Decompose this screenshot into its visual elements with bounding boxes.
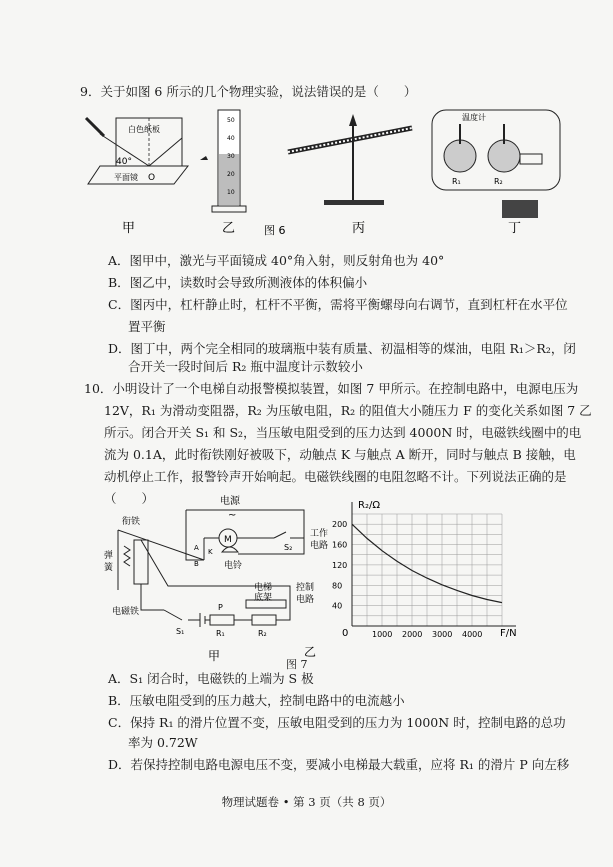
circuit-k: K: [208, 548, 213, 556]
circuit-tilde: ~: [228, 510, 237, 521]
fig6-ding-drawing: [432, 110, 560, 218]
circuit-elevator-2: 底架: [254, 593, 273, 603]
circuit-p: P: [218, 603, 223, 612]
cyl-tick: 50: [227, 117, 235, 124]
fig6-yi-drawing: [200, 110, 246, 212]
fig6-jia-drawing: [86, 118, 188, 184]
q10-option-b: B．压敏电阻受到的压力越大，控制电路中的电流越小: [108, 693, 405, 708]
fig6-jia-o: O: [148, 173, 156, 183]
q10-option-d: D．若保持控制电路电源电压不变，要减小电梯最大载重，应将 R₁ 的滑片 P 向左移: [108, 757, 570, 772]
circuit-bell: 电铃: [224, 561, 243, 571]
chart-y-tick: 160: [332, 540, 348, 550]
circuit-control-1: 控制: [296, 583, 315, 593]
chart-ticks: [332, 520, 482, 639]
q9-option-c: C．图丙中，杠杆静止时，杠杆不平衡，需将平衡螺母向右调节，直到杠杆在水平位: [108, 297, 568, 312]
circuit-work-2: 电路: [310, 541, 329, 551]
circuit-armature: 衔铁: [122, 517, 141, 527]
fig7-label-yi: 乙: [304, 645, 317, 659]
fig7-caption: 图 7: [286, 658, 308, 671]
q9-option-a: A．图甲中，激光与平面镜成 40°角入射，则反射角也为 40°: [108, 253, 445, 268]
fig6-caption: 图 6: [264, 224, 286, 237]
q10-line-1: 10．小明设计了一个电梯自动报警模拟装置，如图 7 甲所示。在控制电路中，电源电压为: [84, 381, 579, 396]
figure-6: [70, 104, 570, 244]
chart-xlabel: F/N: [500, 628, 517, 639]
q10-option-c: C．保持 R₁ 的滑片位置不变，压敏电阻受到的压力为 1000N 时，控制电路的总功: [108, 715, 566, 730]
fig6-label-jia: 甲: [122, 221, 136, 236]
cyl-tick: 10: [227, 189, 235, 196]
fig6-jia-mirror: 平面镜: [114, 173, 138, 182]
circuit-r2: R₂: [258, 629, 267, 638]
fig6-label-bing: 丙: [352, 221, 366, 236]
chart-x-tick: 4000: [462, 630, 483, 639]
circuit-s2: S₂: [284, 543, 293, 552]
q9-option-d: D．图丁中，两个完全相同的玻璃瓶中装有质量、初温相等的煤油，电阻 R₁＞R₂，闭: [108, 341, 576, 356]
fig7-label-jia: 甲: [208, 649, 221, 663]
q10-line-2: 12V，R₁ 为滑动变阻器，R₂ 为压敏电阻，R₂ 的阻值大小随压力 F 的变化关系如图 7 乙: [104, 403, 592, 418]
circuit-electromagnet: 电磁铁: [112, 607, 140, 617]
chart-y-tick: 80: [332, 581, 343, 591]
fig6-label-ding: 丁: [508, 221, 522, 236]
eye-icon: [200, 156, 208, 160]
page-footer: 物理试题卷 • 第 3 页（共 8 页）: [221, 795, 392, 809]
fig6-label-yi: 乙: [222, 221, 236, 236]
fig6-bing-drawing: [288, 114, 412, 205]
q10-line-6: （ ）: [104, 491, 155, 506]
q9-option-c-cont: 置平衡: [128, 319, 166, 334]
circuit-spring-2: 簧: [104, 563, 114, 573]
circuit-control-2: 电路: [296, 595, 315, 605]
circuit-r1: R₁: [216, 629, 225, 638]
q9-stem: 9．关于如图 6 所示的几个物理实验，说法错误的是（ ）: [80, 84, 417, 99]
chart-axes: [352, 502, 516, 626]
q10-line-3: 所示。闭合开关 S₁ 和 S₂，当压敏电阻受到的压力达到 4000N 时，电磁铁线圈中的电: [104, 425, 582, 440]
circuit-s1: S₁: [176, 627, 185, 636]
cyl-tick: 40: [227, 135, 235, 142]
chart-y-tick: 200: [332, 520, 348, 530]
figure-7-circuit: [104, 490, 334, 670]
q10-option-a: A．S₁ 闭合时，电磁铁的上端为 S 极: [108, 671, 314, 686]
fig6-ding-r2: R₂: [494, 177, 503, 186]
chart-grid: [352, 514, 502, 626]
chart-y-tick: 120: [332, 560, 348, 570]
circuit-power: 电源: [220, 496, 240, 507]
chart-x-tick: 3000: [432, 630, 453, 639]
circuit-elevator-1: 电梯: [254, 583, 273, 593]
q9-option-d-cont: 合开关一段时间后 R₂ 瓶中温度计示数较小: [128, 359, 363, 374]
cyl-tick: 20: [227, 171, 235, 178]
fig6-ding-r1: R₁: [452, 177, 461, 186]
circuit-a: A: [194, 544, 199, 552]
fig6-ding-thermo: 温度计: [462, 113, 486, 122]
q10-line-5: 动机停止工作，报警铃声开始响起。电磁铁线圈的电阻忽略不计。下列说法正确的是: [104, 469, 567, 484]
cyl-tick: 30: [227, 153, 235, 160]
q10-line-4: 流为 0.1A，此时衔铁刚好被吸下，动触点 K 与触点 A 断开，同时与触点 B 接触，电: [104, 447, 576, 462]
chart-y-tick: 40: [332, 601, 343, 611]
chart-x-tick: 2000: [402, 630, 423, 639]
q9-option-b: B．图乙中，读数时会导致所测液体的体积偏小: [108, 275, 368, 290]
chart-origin: 0: [342, 628, 349, 639]
chart-ylabel: R₂/Ω: [358, 500, 380, 511]
circuit-motor: M: [224, 535, 232, 545]
q10-option-c-cont: 率为 0.72W: [128, 735, 198, 750]
chart-x-tick: 1000: [372, 630, 393, 639]
fig6-jia-angle: 40°: [116, 157, 132, 167]
fig6-jia-board: 白色纸板: [128, 125, 160, 134]
circuit-b: B: [194, 560, 199, 568]
circuit-work-1: 工作: [310, 529, 329, 539]
circuit-spring-1: 弹: [104, 551, 114, 561]
